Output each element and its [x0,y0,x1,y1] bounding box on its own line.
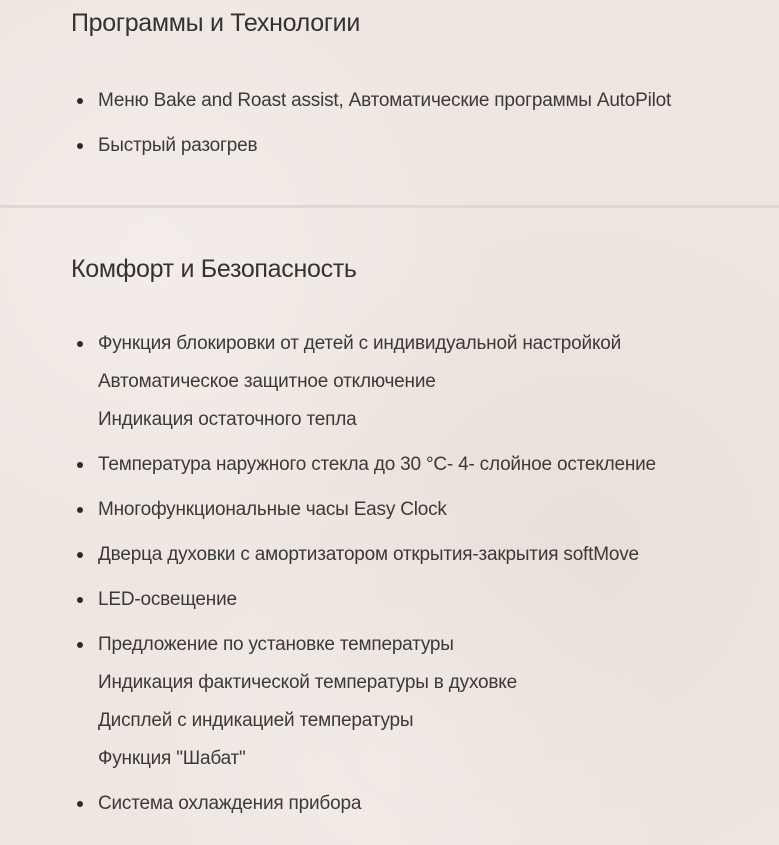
feature-list [0,332,656,837]
section-programs-technologies [0,0,779,205]
list-item [0,453,656,477]
list-item [0,134,671,158]
bullet-icon [77,597,83,603]
item-text: Индикация остаточного тепла [98,409,357,430]
bullet-icon [77,462,83,468]
bullet-icon [77,642,83,648]
list-item [0,633,656,771]
list-item [0,89,671,113]
item-text: Дверца духовки с амортизатором открытия-закрытия softMove [98,544,639,565]
bullet-icon [77,98,83,104]
list-item [0,588,656,612]
item-text: Предложение по установке температуры [98,634,454,655]
list-item [0,543,656,567]
item-text: Быстрый разогрев [98,135,258,156]
bullet-icon [77,143,83,149]
bullet-icon [77,341,83,347]
bullet-icon [77,552,83,558]
item-text: LED-освещение [98,589,237,610]
item-text: Меню Bake and Roast assist, Автоматические программы AutoPilot [98,90,672,111]
item-text: Функция "Шабат" [98,748,246,769]
item-text: Индикация фактической температуры в духовке [98,672,517,693]
item-text: Автоматическое защитное отключение [98,371,436,392]
section-comfort-safety [0,208,779,845]
list-item [0,792,656,816]
section-title: Комфорт и Безопасность [71,255,357,283]
item-text: Многофункциональные часы Easy Clock [98,499,447,520]
feature-list [0,89,671,179]
bullet-icon [77,801,83,807]
item-text: Температура наружного стекла до 30 °C- 4- слойное остекление [98,454,656,475]
item-text: Дисплей с индикацией температуры [98,710,414,731]
list-item [0,332,656,432]
item-text: Система охлаждения прибора [98,793,362,814]
section-title: Программы и Технологии [71,9,361,37]
item-text: Функция блокировки от детей с индивидуальной настройкой [98,333,622,354]
list-item [0,498,656,522]
bullet-icon [77,507,83,513]
